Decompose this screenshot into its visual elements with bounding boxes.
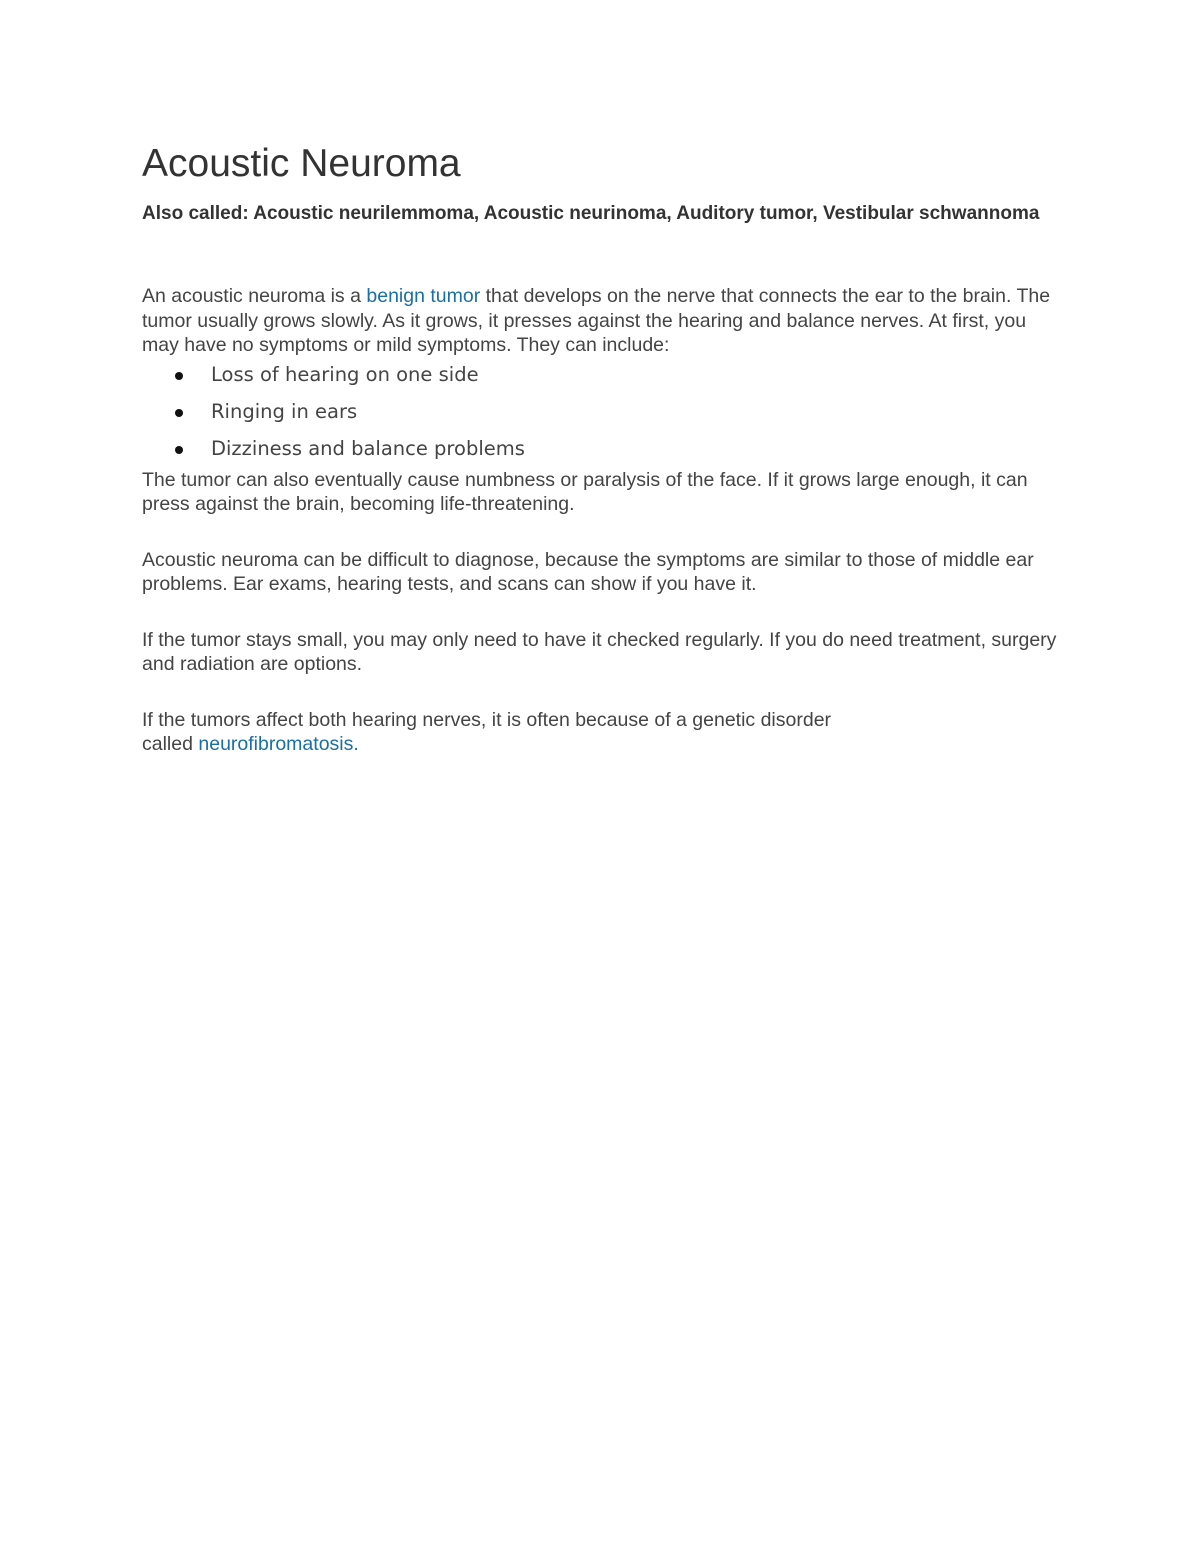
complications-paragraph: The tumor can also eventually cause numbness or paralysis of the face. If it grows large enough, it can press against the brain, becoming life-threatening.: [142, 468, 1028, 515]
genetic-text-before-link: called: [142, 733, 199, 755]
neurofibromatosis-link[interactable]: neurofibromatosis: [198, 733, 354, 755]
benign-tumor-link[interactable]: benign tumor: [366, 285, 481, 307]
symptom-text: Ringing in ears: [211, 399, 358, 423]
intro-paragraph: [142, 284, 1057, 358]
diagnosis-paragraph: Acoustic neuroma can be difficult to diagnose, because the symptoms are similar to those of middle ear problems. Ear exams, hearing tests, and scans can show if you have it.: [142, 548, 1034, 595]
list-item: [142, 362, 1057, 388]
symptoms-list: [142, 362, 1057, 462]
genetic-paragraph: [142, 708, 1057, 757]
document-content: [142, 138, 1057, 757]
also-called-line: Also called: Acoustic neurilemmoma, Acoustic neurinoma, Auditory tumor, Vestibular schwannoma: [142, 203, 1040, 224]
page-title: Acoustic Neuroma: [142, 142, 461, 185]
intro-text-after-link: that develops on the nerve that connects the ear to the brain. The tumor usually grows slowly. As it grows, it presses against the hearing and balance nerves. At first, you may have no symptoms or mild symptoms. They can include:: [142, 285, 1051, 356]
treatment-paragraph: If the tumor stays small, you may only need to have it checked regularly. If you do need treatment, surgery and radiation are options.: [142, 628, 1057, 675]
symptom-text: Loss of hearing on one side: [211, 362, 479, 386]
bullet-icon: [175, 372, 183, 380]
bullet-icon: [175, 409, 183, 417]
list-item: [142, 436, 1057, 462]
genetic-text-after-link: .: [353, 733, 359, 755]
genetic-text-line-1: If the tumors affect both hearing nerves, it is often because of a genetic disorder: [142, 708, 832, 731]
symptom-text: Dizziness and balance problems: [211, 436, 525, 460]
list-item: [142, 399, 1057, 425]
bullet-icon: [175, 446, 183, 454]
intro-text-before-link: An acoustic neuroma is a: [142, 285, 367, 307]
